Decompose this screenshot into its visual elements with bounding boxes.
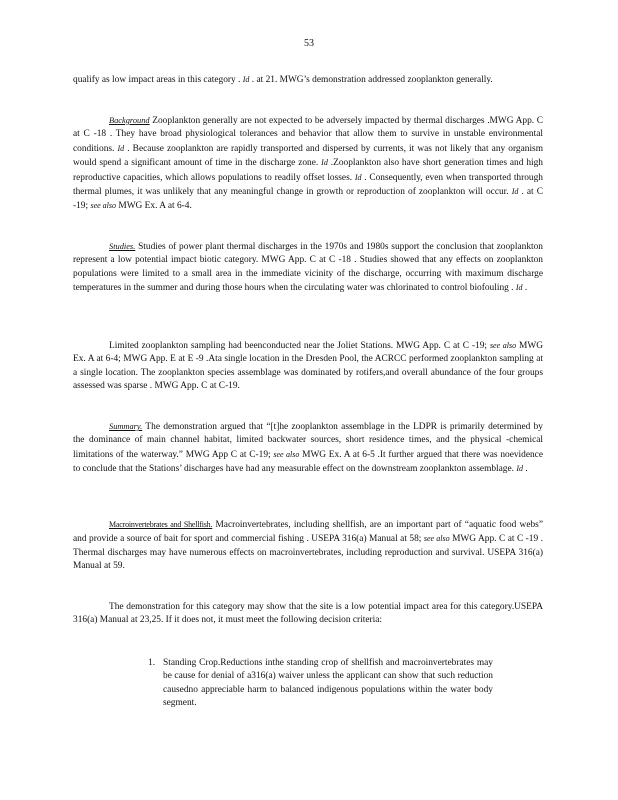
text: .Zooplankton also have short generation times and high reproductive capacities, which allows populations to readily offset losses. [73, 158, 543, 183]
text: MWG Ex. A at 6-4. [116, 201, 192, 212]
paragraph-studies [73, 240, 543, 296]
list-number: 1. [148, 658, 156, 668]
text: MWG Ex. A at 6-4; MWG App. E at E -9 .Ata single location in the Dresden Pool, the ACRCC performed zooplankton sampling at a single location. The zooplankton species assemblage was dominated by rotifers,and overall abundance of the four groups assessed was sparse . MWG App. C at C-19. [73, 341, 543, 392]
text: . at 21. MWG’s demonstration addressed zooplankton generally. [249, 75, 493, 85]
text: . Because zooplankton are rapidly transported and dispersed by currents, it was not likely that any organism would spend a significant amount of time in the discharge zone. [73, 143, 544, 169]
paragraph-qualify [73, 73, 543, 87]
section-heading-summary: Summary. [109, 422, 143, 431]
text: Studies of power plant thermal discharges in the 1970s and 1980s support the conclusion that zooplankton represent a low potential impact biotic category. MWG App. C at C -18 . Studies showed that any effects on zooplankton populations were limited to a small area in the immediate vicinity of the discharge, occurring with maximum discharge temperatures in the summer and during those hours when the circulating water was chlorinated to control biofouling . [73, 242, 543, 294]
id-citation: Id [242, 75, 250, 84]
text: . Consequently, even when transported through thermal plumes, it was unlikely that any meaningful change in growth or reproduction of zooplankton will occur. [73, 172, 543, 198]
text: . [522, 283, 528, 294]
text: . at C -19; [73, 187, 543, 212]
text: MWG Ex. A at 6-5 .It further argued that there was noevidence to conclude that the Stations’ discharges have had any measurable effect on the downstream zooplankton assemblage. [73, 449, 544, 475]
paragraph-decision-criteria [73, 601, 543, 628]
text: qualify as low impact areas in this category . [73, 75, 243, 85]
page-number: 53 [304, 38, 314, 49]
text: MWG App. C at C -19 . Thermal discharges may have numerous effects on macroinvertebrates, including reproduction and survival. USEPA 316(a) Manual at 59. [73, 534, 544, 572]
text: . [523, 464, 528, 475]
paragraph-summary [73, 420, 543, 477]
id-citation: Id [516, 464, 524, 474]
id-citation: Id [321, 158, 328, 168]
paragraph-macroinvertebrates [73, 518, 543, 574]
list-text: Standing Crop.Reductions inthe standing crop of shellfish and macroinvertebrates may be cause for denial of a316(a) waiver unless the applicant can show that such reduction causedno appreciable harm to balanced indigenous populations within the water body segment. [163, 658, 493, 709]
id-citation: Id [354, 172, 362, 182]
see-also-signal: see also [489, 341, 517, 350]
id-citation: Id [511, 187, 519, 197]
text: Zooplankton generally are not expected to be adversely impacted by thermal discharges .MWG App. C at C -18 . They have broad physiological tolerances and behavior that allow them to survive in unstable environmental conditions. [73, 116, 543, 154]
see-also-signal: see also [273, 449, 300, 459]
id-citation: Id [515, 283, 523, 293]
section-heading-background: Background [109, 116, 150, 125]
text: The demonstration argued that “[t]he zooplankton assemblage in the LDPR is primarily determined by the dominance of main channel habitat, limited backwater sources, short residence times, and the physical -chemical limitations of the waterway.” MWG App C at C-19; [73, 422, 543, 460]
text: The demonstration for this category may show that the site is a low potential impact area for this category.USEPA 316(a) Manual at 23,25. If it does not, it must meet the following decision criteria: [73, 602, 543, 626]
text: Macroinvertebrates, including shellfish, are an important part of “aquatic food webs” and provide a source of bait for sport and commercial fishing . USEPA 316(a) Manual at 58; [73, 520, 543, 545]
section-heading-studies: Studies. [109, 242, 136, 251]
see-also-signal: see also [423, 534, 450, 544]
paragraph-background [73, 114, 543, 214]
id-citation: Id [117, 143, 125, 153]
see-also-signal: see also [90, 201, 117, 211]
paragraph-sampling [73, 339, 543, 394]
text: Limited zooplankton sampling had beenconducted near the Joliet Stations. MWG App. C at C -19; [109, 341, 490, 351]
section-heading-macroinvertebrates: Macroinvertebrates and Shellfish. [109, 520, 213, 529]
